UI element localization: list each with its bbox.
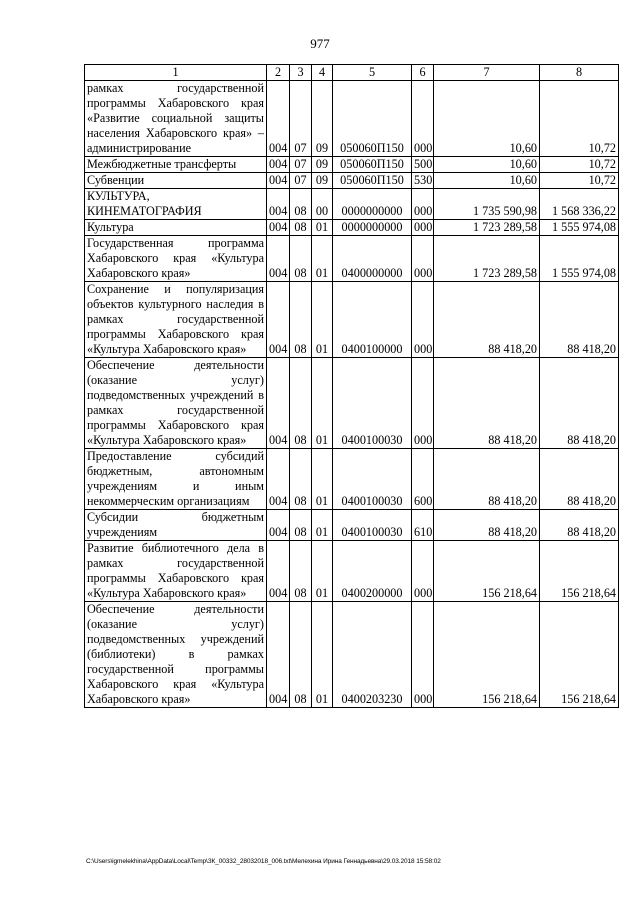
row-amount-2: 10,72 (540, 157, 619, 173)
row-amount-1: 1 723 289,58 (434, 220, 540, 236)
row-ministry-code: 004 (267, 189, 290, 220)
row-target-code: 050060П150 (333, 157, 412, 173)
row-ministry-code: 004 (267, 236, 290, 282)
row-ministry-code: 004 (267, 602, 290, 708)
row-amount-1: 1 723 289,58 (434, 236, 540, 282)
table-row (85, 236, 619, 282)
row-amount-2: 1 555 974,08 (540, 236, 619, 282)
row-ministry-code: 004 (267, 541, 290, 602)
row-amount-2: 10,72 (540, 173, 619, 189)
row-section-code: 08 (290, 449, 312, 510)
col-header-4: 4 (312, 65, 333, 81)
col-header-8: 8 (540, 65, 619, 81)
row-name: КУЛЬТУРА, КИНЕМАТОГРАФИЯ (85, 189, 267, 220)
row-ministry-code: 004 (267, 157, 290, 173)
col-header-2: 2 (267, 65, 290, 81)
row-target-code: 0400000000 (333, 236, 412, 282)
row-expense-type: 000 (412, 358, 434, 449)
col-header-6: 6 (412, 65, 434, 81)
row-expense-type: 000 (412, 81, 434, 157)
row-target-code: 0400100030 (333, 510, 412, 541)
row-target-code: 0400100000 (333, 282, 412, 358)
table-row (85, 157, 619, 173)
row-amount-2: 88 418,20 (540, 358, 619, 449)
row-section-code: 08 (290, 236, 312, 282)
row-section-code: 07 (290, 157, 312, 173)
budget-table (84, 64, 619, 708)
row-subsection-code: 01 (312, 282, 333, 358)
row-ministry-code: 004 (267, 81, 290, 157)
row-amount-1: 88 418,20 (434, 510, 540, 541)
table-row (85, 81, 619, 157)
row-name: Предоставление субсидий бюджетным, автономным учреждениям и иным некоммерческим организациям (85, 449, 267, 510)
row-target-code: 0400100030 (333, 449, 412, 510)
row-section-code: 08 (290, 358, 312, 449)
row-subsection-code: 01 (312, 602, 333, 708)
row-amount-2: 88 418,20 (540, 510, 619, 541)
row-amount-2: 10,72 (540, 81, 619, 157)
row-target-code: 0000000000 (333, 220, 412, 236)
row-section-code: 08 (290, 510, 312, 541)
row-subsection-code: 01 (312, 358, 333, 449)
row-expense-type: 500 (412, 157, 434, 173)
row-amount-1: 10,60 (434, 173, 540, 189)
row-section-code: 07 (290, 173, 312, 189)
row-amount-1: 156 218,64 (434, 602, 540, 708)
row-amount-1: 88 418,20 (434, 282, 540, 358)
row-target-code: 0400203230 (333, 602, 412, 708)
row-amount-2: 156 218,64 (540, 602, 619, 708)
row-target-code: 050060П150 (333, 81, 412, 157)
header-row (85, 65, 619, 81)
file-path-footer: C:\Users\igmelekhina\AppData\Local\Temp\ЗК_00332_28032018_006.txt\Мелехина Ирина Геннадьевна\29.03.2018 15:58:02 (86, 858, 441, 865)
row-name: Культура (85, 220, 267, 236)
table-row (85, 510, 619, 541)
row-name: Обеспечение деятельности (оказание услуг) подведомственных учреждений в рамках государственной программы Хабаровского края «Культура Хабаровского края» (85, 358, 267, 449)
row-expense-type: 000 (412, 236, 434, 282)
row-name: Государственная программа Хабаровского края «Культура Хабаровского края» (85, 236, 267, 282)
row-name: Межбюджетные трансферты (85, 157, 267, 173)
row-amount-2: 88 418,20 (540, 449, 619, 510)
row-target-code: 050060П150 (333, 173, 412, 189)
table-row (85, 189, 619, 220)
row-amount-2: 156 218,64 (540, 541, 619, 602)
col-header-7: 7 (434, 65, 540, 81)
row-subsection-code: 09 (312, 81, 333, 157)
row-name: Субвенции (85, 173, 267, 189)
row-ministry-code: 004 (267, 510, 290, 541)
row-expense-type: 000 (412, 602, 434, 708)
page-number: 977 (310, 36, 330, 51)
row-amount-1: 1 735 590,98 (434, 189, 540, 220)
row-ministry-code: 004 (267, 173, 290, 189)
row-section-code: 08 (290, 282, 312, 358)
row-section-code: 08 (290, 189, 312, 220)
row-amount-1: 88 418,20 (434, 358, 540, 449)
row-name: рамках государственной программы Хабаровского края «Развитие социальной защиты населения Хабаровского края» – администрирование (85, 81, 267, 157)
row-name: Обеспечение деятельности (оказание услуг) подведомственных учреждений (библиотеки) в рамках государственной программы Хабаровского края «Культура Хабаровского края» (85, 602, 267, 708)
table-row (85, 449, 619, 510)
row-amount-2: 1 568 336,22 (540, 189, 619, 220)
row-expense-type: 000 (412, 189, 434, 220)
row-amount-1: 10,60 (434, 81, 540, 157)
row-subsection-code: 01 (312, 541, 333, 602)
row-subsection-code: 09 (312, 173, 333, 189)
row-amount-1: 88 418,20 (434, 449, 540, 510)
row-ministry-code: 004 (267, 358, 290, 449)
col-header-1: 1 (85, 65, 267, 81)
table-row (85, 541, 619, 602)
row-subsection-code: 00 (312, 189, 333, 220)
row-amount-1: 10,60 (434, 157, 540, 173)
row-expense-type: 000 (412, 541, 434, 602)
row-ministry-code: 004 (267, 220, 290, 236)
row-target-code: 0400200000 (333, 541, 412, 602)
row-expense-type: 600 (412, 449, 434, 510)
row-expense-type: 000 (412, 220, 434, 236)
table-row (85, 282, 619, 358)
col-header-5: 5 (333, 65, 412, 81)
row-subsection-code: 01 (312, 236, 333, 282)
row-amount-1: 156 218,64 (434, 541, 540, 602)
row-name: Развитие библиотечного дела в рамках государственной программы Хабаровского края «Культура Хабаровского края» (85, 541, 267, 602)
row-subsection-code: 01 (312, 449, 333, 510)
row-section-code: 08 (290, 220, 312, 236)
table-row (85, 358, 619, 449)
table-row (85, 220, 619, 236)
row-ministry-code: 004 (267, 282, 290, 358)
row-name: Сохранение и популяризация объектов культурного наследия в рамках государственной программы Хабаровского края «Культура Хабаровского края» (85, 282, 267, 358)
row-expense-type: 610 (412, 510, 434, 541)
table-row (85, 173, 619, 189)
col-header-3: 3 (290, 65, 312, 81)
row-subsection-code: 01 (312, 510, 333, 541)
row-section-code: 08 (290, 541, 312, 602)
row-expense-type: 000 (412, 282, 434, 358)
row-section-code: 07 (290, 81, 312, 157)
row-expense-type: 530 (412, 173, 434, 189)
row-subsection-code: 09 (312, 157, 333, 173)
row-name: Субсидии бюджетным учреждениям (85, 510, 267, 541)
row-ministry-code: 004 (267, 449, 290, 510)
row-target-code: 0000000000 (333, 189, 412, 220)
row-target-code: 0400100030 (333, 358, 412, 449)
row-amount-2: 1 555 974,08 (540, 220, 619, 236)
row-section-code: 08 (290, 602, 312, 708)
row-amount-2: 88 418,20 (540, 282, 619, 358)
row-subsection-code: 01 (312, 220, 333, 236)
table-row (85, 602, 619, 708)
